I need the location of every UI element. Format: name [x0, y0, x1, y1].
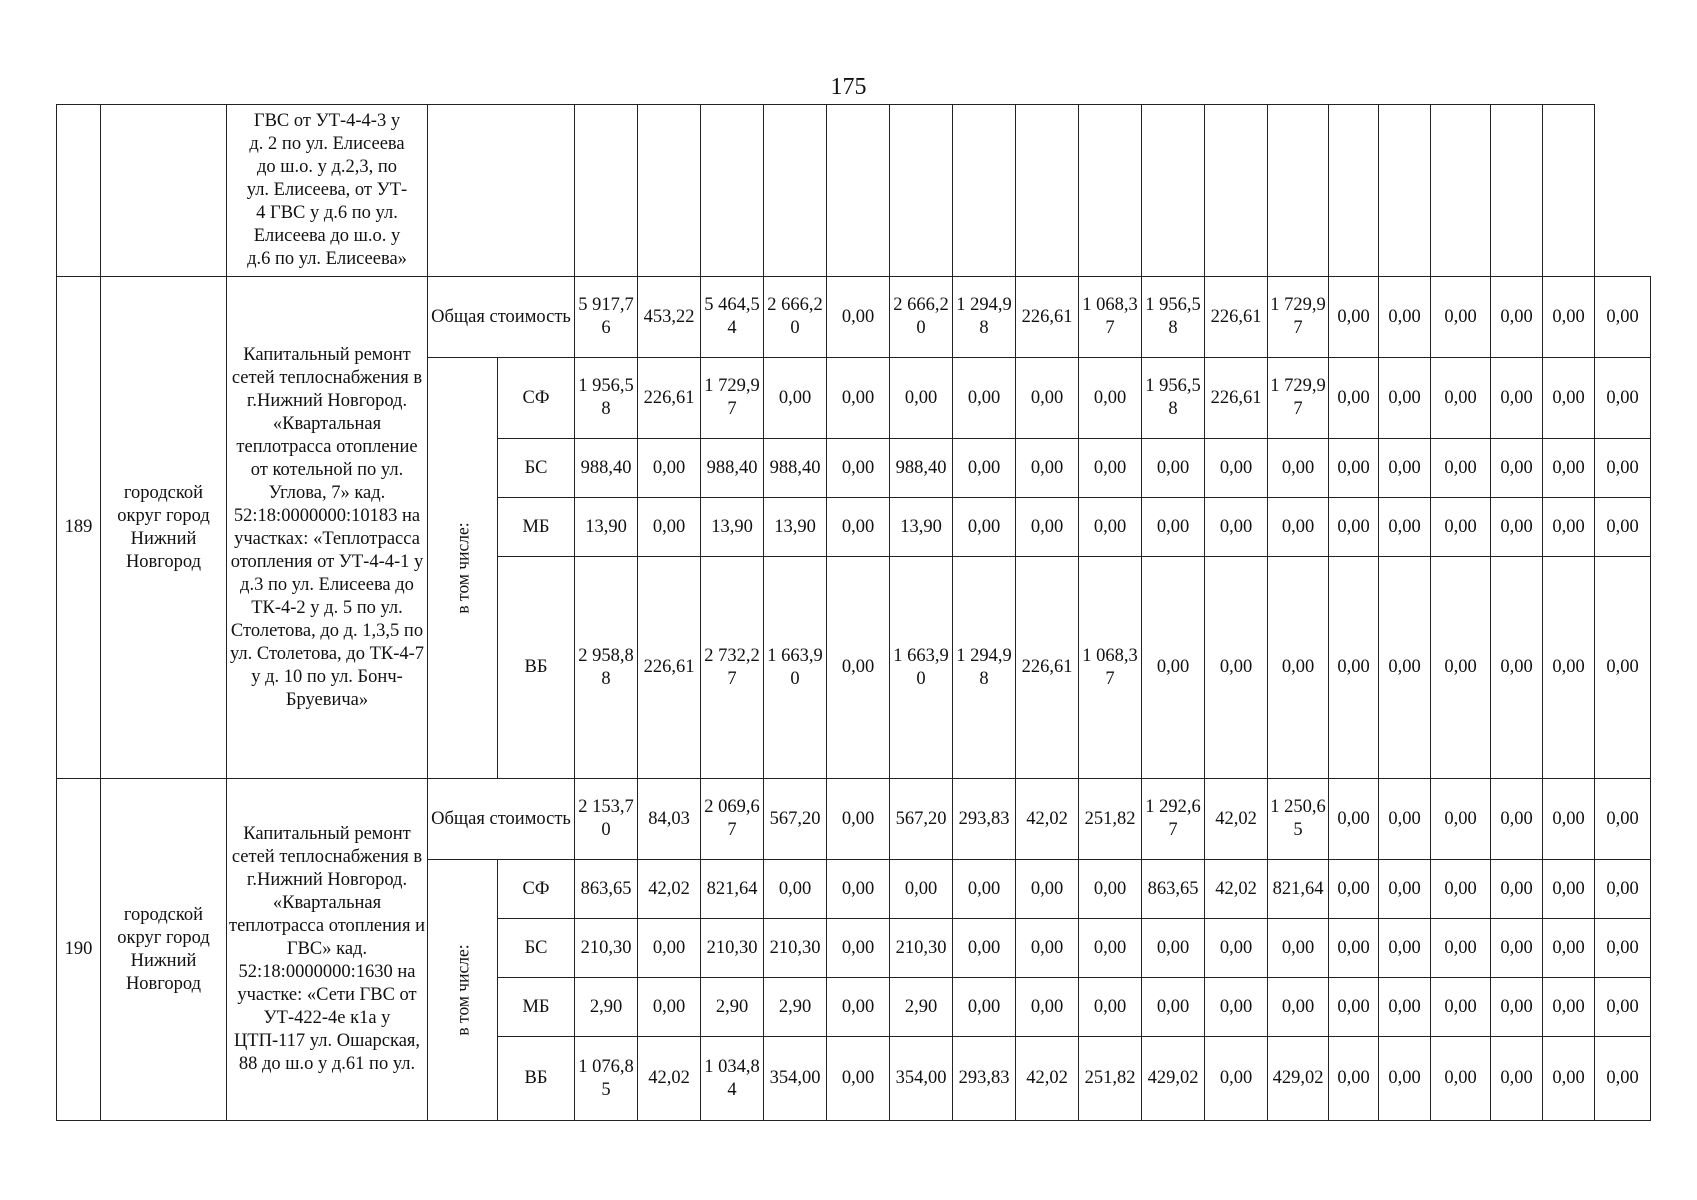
value-cell: 0,00 [827, 978, 890, 1037]
value-cell: 0,00 [1329, 978, 1379, 1037]
value-cell: 42,02 [638, 1037, 701, 1121]
value-cell: 354,00 [890, 1037, 953, 1121]
value-cell: 5 464,54 [701, 277, 764, 358]
value-cell: 567,20 [764, 779, 827, 860]
value-cell: 42,02 [1016, 1037, 1079, 1121]
funding-source-label: БС [498, 919, 575, 978]
value-cell: 0,00 [1268, 439, 1329, 498]
value-cell: 0,00 [1329, 1037, 1379, 1121]
value-cell: 1 956,58 [575, 358, 638, 439]
continuation-description [227, 105, 428, 277]
including-label: в том числе: [452, 522, 472, 614]
page-number: 175 [830, 74, 867, 100]
value-cell: 0,00 [1016, 978, 1079, 1037]
value-cell: 988,40 [764, 439, 827, 498]
value-cell: 1 956,58 [1142, 277, 1205, 358]
value-cell: 1 068,37 [1079, 557, 1142, 779]
value-cell: 0,00 [1205, 498, 1268, 557]
object-description: Капитальный ремонт сетей теплоснабжения в г.Нижний Новгород. «Квартальная теплотрасса отопление от котельной по ул. Углова, 7» кад. 52:18:0000000:10183 на участках: «Теплотрасса отопления от УТ-4-4-1 у д.3 по ул. Елисеева до ТК-4-2 у д. 5 по ул. Столетова, до д. 1,3,5 по ул. Столетова, до ТК-4-7 у д. 10 по ул. Бонч-Бруевича» [227, 277, 428, 779]
value-cell: 0,00 [1431, 358, 1491, 439]
value-cell: 0,00 [1379, 860, 1431, 919]
funding-source-label: БС [498, 439, 575, 498]
value-cell: 0,00 [1431, 860, 1491, 919]
cell-empty [953, 105, 1016, 277]
funding-source-label: МБ [498, 978, 575, 1037]
funding-source-label: СФ [498, 860, 575, 919]
value-cell: 2 153,70 [575, 779, 638, 860]
funding-source-label: МБ [498, 498, 575, 557]
value-cell: 988,40 [701, 439, 764, 498]
value-cell: 0,00 [1431, 978, 1491, 1037]
value-cell: 13,90 [764, 498, 827, 557]
value-cell: 0,00 [1329, 779, 1379, 860]
value-cell: 0,00 [1491, 277, 1543, 358]
value-cell: 0,00 [1142, 978, 1205, 1037]
value-cell: 1 076,85 [575, 1037, 638, 1121]
value-cell: 0,00 [1431, 277, 1491, 358]
value-cell: 0,00 [1142, 439, 1205, 498]
value-cell: 0,00 [1491, 860, 1543, 919]
value-cell: 2 666,20 [890, 277, 953, 358]
value-cell: 0,00 [1431, 1037, 1491, 1121]
value-cell: 863,65 [575, 860, 638, 919]
value-cell: 0,00 [1491, 978, 1543, 1037]
value-cell: 84,03 [638, 779, 701, 860]
funding-source-label: ВБ [498, 1037, 575, 1121]
value-cell: 0,00 [1016, 358, 1079, 439]
value-cell: 210,30 [701, 919, 764, 978]
value-cell: 13,90 [890, 498, 953, 557]
value-cell: 0,00 [1379, 277, 1431, 358]
value-cell: 0,00 [764, 358, 827, 439]
value-cell: 429,02 [1268, 1037, 1329, 1121]
district-name: городской округ город Нижний Новгород [101, 277, 227, 779]
value-cell: 0,00 [1543, 779, 1595, 860]
value-cell: 0,00 [1379, 557, 1431, 779]
value-cell: 0,00 [1543, 919, 1595, 978]
value-cell: 0,00 [827, 277, 890, 358]
value-cell: 0,00 [1079, 439, 1142, 498]
value-cell: 567,20 [890, 779, 953, 860]
value-cell: 0,00 [1329, 919, 1379, 978]
value-cell: 0,00 [1142, 919, 1205, 978]
cell-empty [1016, 105, 1079, 277]
value-cell: 42,02 [1205, 779, 1268, 860]
value-cell: 0,00 [890, 358, 953, 439]
value-cell: 1 663,90 [890, 557, 953, 779]
value-cell: 2,90 [890, 978, 953, 1037]
value-cell: 1 294,98 [953, 277, 1016, 358]
funding-source-label: ВБ [498, 557, 575, 779]
row-number: 190 [57, 779, 101, 1121]
row-number: 189 [57, 277, 101, 779]
value-cell: 0,00 [1543, 358, 1595, 439]
cell-empty [827, 105, 890, 277]
value-cell: 0,00 [1379, 439, 1431, 498]
cell-empty [764, 105, 827, 277]
value-cell: 0,00 [1329, 557, 1379, 779]
value-cell: 226,61 [1205, 358, 1268, 439]
value-cell: 1 729,97 [1268, 277, 1329, 358]
value-cell: 0,00 [953, 498, 1016, 557]
value-cell: 0,00 [1491, 1037, 1543, 1121]
value-cell: 0,00 [1379, 1037, 1431, 1121]
value-cell: 0,00 [1016, 860, 1079, 919]
cell-empty [1079, 105, 1142, 277]
value-cell: 0,00 [1142, 557, 1205, 779]
value-cell: 1 292,67 [1142, 779, 1205, 860]
value-cell: 0,00 [827, 358, 890, 439]
value-cell: 0,00 [1079, 978, 1142, 1037]
value-cell: 0,00 [1491, 498, 1543, 557]
value-cell: 0,00 [1142, 498, 1205, 557]
cell-empty [1205, 105, 1268, 277]
value-cell: 0,00 [1431, 439, 1491, 498]
value-cell: 2 958,88 [575, 557, 638, 779]
value-cell: 2,90 [701, 978, 764, 1037]
value-cell: 226,61 [638, 358, 701, 439]
value-cell: 42,02 [1205, 860, 1268, 919]
cell-empty [1491, 105, 1543, 277]
value-cell: 0,00 [1431, 498, 1491, 557]
value-cell: 453,22 [638, 277, 701, 358]
cell-empty [428, 105, 575, 277]
value-cell: 293,83 [953, 779, 1016, 860]
value-cell: 0,00 [1205, 1037, 1268, 1121]
value-cell: 226,61 [638, 557, 701, 779]
value-cell: 0,00 [1595, 860, 1651, 919]
cell-empty [1268, 105, 1329, 277]
cell-empty [1431, 105, 1491, 277]
cell-empty [890, 105, 953, 277]
value-cell: 0,00 [1079, 919, 1142, 978]
cell-empty [1543, 105, 1595, 277]
value-cell: 42,02 [638, 860, 701, 919]
value-cell: 0,00 [1379, 779, 1431, 860]
value-cell: 0,00 [638, 439, 701, 498]
value-cell: 0,00 [953, 358, 1016, 439]
value-cell: 0,00 [1079, 498, 1142, 557]
value-cell: 2,90 [575, 978, 638, 1037]
value-cell: 0,00 [764, 860, 827, 919]
value-cell: 0,00 [1595, 439, 1651, 498]
value-cell: 0,00 [1268, 557, 1329, 779]
cell-empty [1329, 105, 1379, 277]
value-cell: 0,00 [1329, 277, 1379, 358]
value-cell: 2 666,20 [764, 277, 827, 358]
value-cell: 0,00 [1431, 779, 1491, 860]
value-cell: 0,00 [1268, 978, 1329, 1037]
value-cell: 226,61 [1016, 277, 1079, 358]
value-cell: 0,00 [1595, 358, 1651, 439]
value-cell: 42,02 [1016, 779, 1079, 860]
including-label-cell [428, 358, 498, 779]
value-cell: 1 294,98 [953, 557, 1016, 779]
total-cost-label: Общая стоимость [428, 277, 575, 358]
district-name: городской округ город Нижний Новгород [101, 779, 227, 1121]
value-cell: 0,00 [1543, 1037, 1595, 1121]
value-cell: 0,00 [1329, 498, 1379, 557]
value-cell: 0,00 [827, 1037, 890, 1121]
value-cell: 0,00 [1543, 439, 1595, 498]
value-cell: 2 732,27 [701, 557, 764, 779]
continuation-row [57, 105, 1651, 277]
value-cell: 0,00 [638, 498, 701, 557]
value-cell: 0,00 [1379, 978, 1431, 1037]
value-cell: 1 034,84 [701, 1037, 764, 1121]
value-cell: 293,83 [953, 1037, 1016, 1121]
value-cell: 821,64 [1268, 860, 1329, 919]
cell-empty [575, 105, 638, 277]
cell-empty [701, 105, 764, 277]
value-cell: 1 663,90 [764, 557, 827, 779]
value-cell: 13,90 [701, 498, 764, 557]
value-cell: 210,30 [575, 919, 638, 978]
funding-source-label: СФ [498, 358, 575, 439]
value-cell: 0,00 [1543, 978, 1595, 1037]
value-cell: 2 069,67 [701, 779, 764, 860]
value-cell: 226,61 [1016, 557, 1079, 779]
value-cell: 0,00 [1329, 860, 1379, 919]
value-cell: 0,00 [1431, 557, 1491, 779]
budget-table [56, 104, 1651, 1121]
value-cell: 0,00 [1491, 439, 1543, 498]
value-cell: 1 729,97 [701, 358, 764, 439]
value-cell: 0,00 [1595, 779, 1651, 860]
value-cell: 0,00 [953, 439, 1016, 498]
value-cell: 0,00 [1379, 498, 1431, 557]
value-cell: 0,00 [638, 919, 701, 978]
total-row [57, 277, 1651, 358]
value-cell: 5 917,76 [575, 277, 638, 358]
value-cell: 0,00 [827, 779, 890, 860]
cell-empty [638, 105, 701, 277]
value-cell: 0,00 [953, 860, 1016, 919]
value-cell: 0,00 [638, 978, 701, 1037]
value-cell: 2,90 [764, 978, 827, 1037]
cell-empty [1379, 105, 1431, 277]
value-cell: 1 729,97 [1268, 358, 1329, 439]
value-cell: 821,64 [701, 860, 764, 919]
value-cell: 0,00 [1205, 439, 1268, 498]
value-cell: 354,00 [764, 1037, 827, 1121]
value-cell: 0,00 [827, 498, 890, 557]
value-cell: 0,00 [1016, 498, 1079, 557]
value-cell: 0,00 [827, 439, 890, 498]
continuation-text: ГВС от УТ-4-4-3 у д. 2 по ул. Елисеева до ш.о. у д.2,3, по ул. Елисеева, от УТ- 4 ГВС у д.6 по ул. Елисеева до ш.о. у д.6 по ул. Елисеева» [246, 111, 408, 269]
value-cell: 1 250,65 [1268, 779, 1329, 860]
value-cell: 0,00 [1595, 978, 1651, 1037]
value-cell: 0,00 [1079, 358, 1142, 439]
value-cell: 0,00 [1595, 498, 1651, 557]
value-cell: 988,40 [890, 439, 953, 498]
value-cell: 0,00 [827, 919, 890, 978]
value-cell: 0,00 [1268, 498, 1329, 557]
value-cell: 0,00 [1491, 358, 1543, 439]
including-label: в том числе: [452, 944, 472, 1036]
value-cell: 863,65 [1142, 860, 1205, 919]
value-cell: 0,00 [1595, 557, 1651, 779]
value-cell: 210,30 [890, 919, 953, 978]
value-cell: 210,30 [764, 919, 827, 978]
value-cell: 0,00 [1543, 277, 1595, 358]
value-cell: 0,00 [1205, 557, 1268, 779]
value-cell: 13,90 [575, 498, 638, 557]
value-cell: 0,00 [827, 557, 890, 779]
value-cell: 0,00 [1079, 860, 1142, 919]
value-cell: 0,00 [1016, 439, 1079, 498]
cell-empty [1142, 105, 1205, 277]
total-row [57, 779, 1651, 860]
value-cell: 0,00 [1595, 1037, 1651, 1121]
value-cell: 0,00 [1016, 919, 1079, 978]
cell-empty [57, 105, 101, 277]
cell-empty [101, 105, 227, 277]
table-body [57, 105, 1651, 1121]
total-cost-label: Общая стоимость [428, 779, 575, 860]
value-cell: 0,00 [1431, 919, 1491, 978]
value-cell: 1 068,37 [1079, 277, 1142, 358]
value-cell: 0,00 [1205, 978, 1268, 1037]
value-cell: 0,00 [1379, 358, 1431, 439]
value-cell: 226,61 [1205, 277, 1268, 358]
value-cell: 0,00 [1379, 919, 1431, 978]
value-cell: 0,00 [1491, 557, 1543, 779]
value-cell: 0,00 [827, 860, 890, 919]
value-cell: 988,40 [575, 439, 638, 498]
value-cell: 0,00 [1543, 557, 1595, 779]
value-cell: 0,00 [890, 860, 953, 919]
value-cell: 0,00 [1268, 919, 1329, 978]
value-cell: 0,00 [953, 978, 1016, 1037]
value-cell: 0,00 [1491, 779, 1543, 860]
value-cell: 0,00 [1329, 439, 1379, 498]
value-cell: 0,00 [1595, 277, 1651, 358]
value-cell: 251,82 [1079, 1037, 1142, 1121]
value-cell: 429,02 [1142, 1037, 1205, 1121]
value-cell: 0,00 [1543, 498, 1595, 557]
value-cell: 0,00 [1205, 919, 1268, 978]
value-cell: 0,00 [953, 919, 1016, 978]
value-cell: 1 956,58 [1142, 358, 1205, 439]
value-cell: 0,00 [1595, 919, 1651, 978]
including-label-cell [428, 860, 498, 1121]
value-cell: 251,82 [1079, 779, 1142, 860]
object-description: Капитальный ремонт сетей теплоснабжения в г.Нижний Новгород. «Квартальная теплотрасса отопления и ГВС» кад. 52:18:0000000:1630 на участке: «Сети ГВС от УТ-422-4е к1а у ЦТП-117 ул. Ошарская, 88 до ш.о у д.61 по ул. [227, 779, 428, 1121]
value-cell: 0,00 [1543, 860, 1595, 919]
value-cell: 0,00 [1491, 919, 1543, 978]
value-cell: 0,00 [1329, 358, 1379, 439]
